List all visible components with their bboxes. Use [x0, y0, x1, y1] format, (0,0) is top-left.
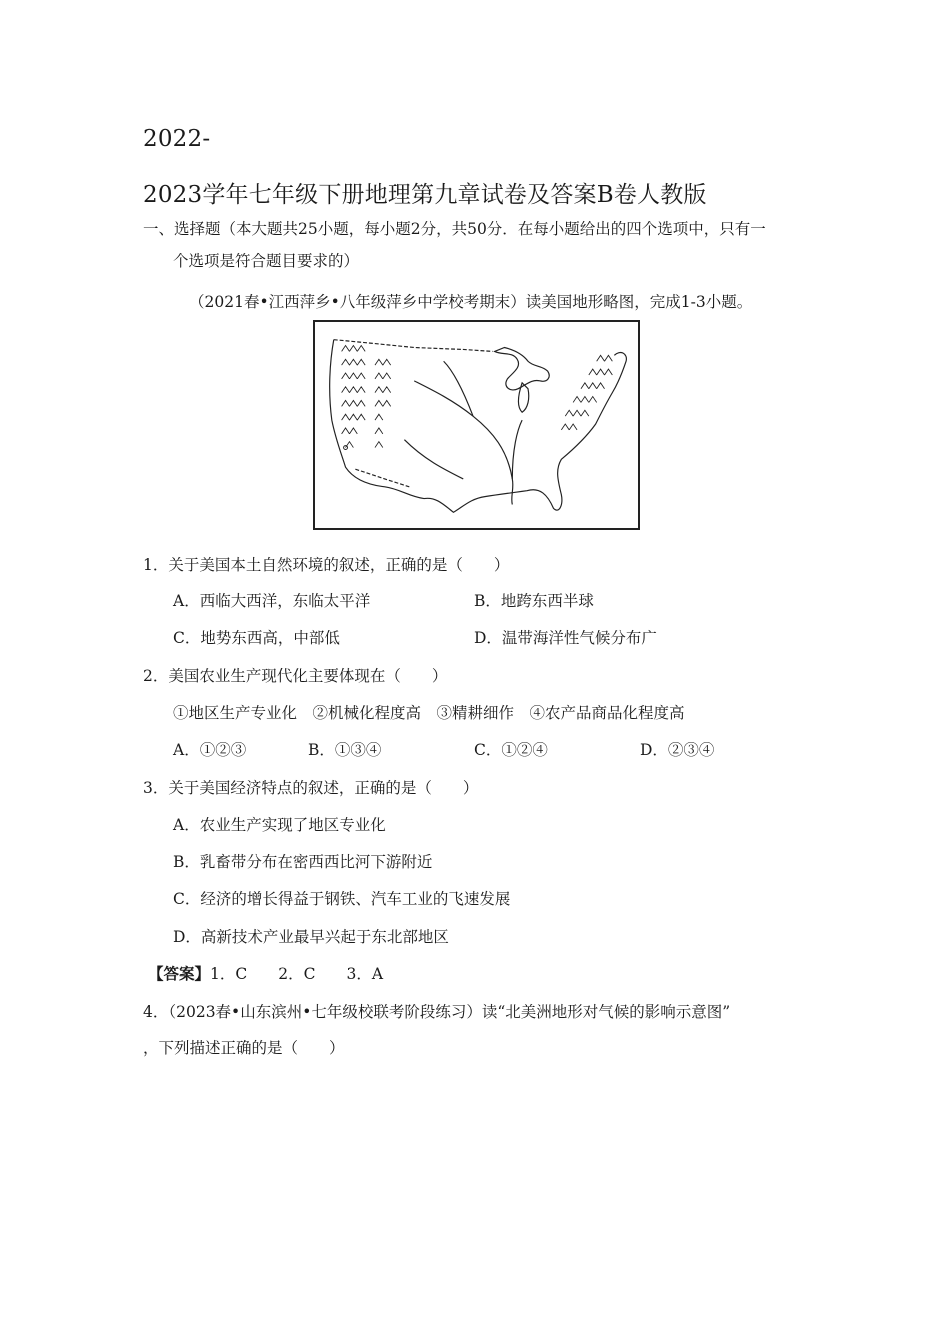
question-1-option-c[interactable]: C．地势东西高，中部低 — [173, 629, 340, 647]
question-1-option-d[interactable]: D．温带海洋性气候分布广 — [474, 629, 657, 647]
question-2-option-a[interactable]: A．①②③ — [173, 741, 247, 759]
question-2-option-c[interactable]: C．①②④ — [474, 741, 548, 759]
answer-line — [148, 962, 383, 984]
question-2-option-b[interactable]: B．①③④ — [308, 741, 382, 759]
us-terrain-map — [313, 320, 640, 530]
question-4-stem-line1: 4．（2023春•山东滨州•七年级校联考阶段练习）读“北美洲地形对气候的影响示意图” — [143, 1003, 731, 1021]
answer-text: 1．C 2．C 3．A — [210, 965, 384, 983]
question-3-option-a[interactable]: A．农业生产实现了地区专业化 — [173, 816, 386, 834]
question-2-statements: ①地区生产专业化 ②机械化程度高 ③精耕细作 ④农产品商品化程度高 — [173, 704, 685, 722]
question-intro: （2021春•江西萍乡•八年级萍乡中学校考期末）读美国地形略图，完成1-3小题。 — [189, 293, 753, 311]
section-heading-line1: 一、选择题（本大题共25小题，每小题2分，共50分．在每小题给出的四个选项中，只有一 — [143, 220, 766, 238]
question-2-option-d[interactable]: D．②③④ — [640, 741, 715, 759]
question-1-option-b[interactable]: B．地跨东西半球 — [474, 592, 594, 610]
question-1-stem: 1．关于美国本土自然环境的叙述，正确的是（ ） — [143, 556, 510, 574]
question-2-stem: 2．美国农业生产现代化主要体现在（ ） — [143, 667, 448, 685]
question-3-stem: 3．关于美国经济特点的叙述，正确的是（ ） — [143, 779, 479, 797]
question-4-stem-line2: ，下列描述正确的是（ ） — [143, 1039, 345, 1057]
western-mountains — [342, 346, 391, 448]
question-3-option-b[interactable]: B．乳畜带分布在密西西比河下游附近 — [173, 853, 433, 871]
section-heading-line2: 个选项是符合题目要求的） — [173, 252, 360, 270]
us-terrain-map-drawing — [315, 322, 638, 528]
question-3-option-d[interactable]: D．高新技术产业最早兴起于东北部地区 — [173, 928, 449, 946]
eastern-mountains — [561, 355, 612, 430]
doc-title-line1: 2022- — [143, 126, 211, 152]
question-3-option-c[interactable]: C．经济的增长得益于钢铁、汽车工业的飞速发展 — [173, 890, 511, 908]
question-1-option-a[interactable]: A．西临大西洋，东临太平洋 — [173, 592, 371, 610]
doc-title-line2: 2023学年七年级下册地理第九章试卷及答案B卷人教版 — [143, 182, 707, 208]
answer-label: 【答案】 — [148, 964, 211, 983]
